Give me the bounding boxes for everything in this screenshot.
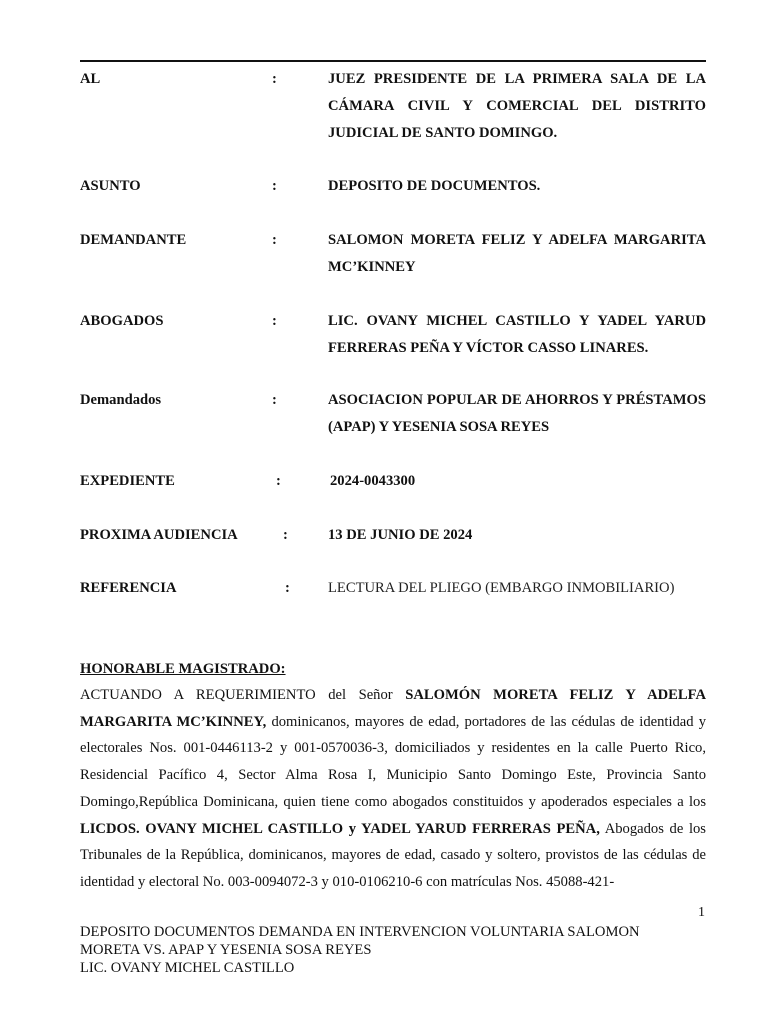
header-label: REFERENCIA: [80, 580, 177, 596]
footer-line: MORETA VS. APAP Y YESENIA SOSA REYES: [80, 942, 372, 958]
header-label: PROXIMA AUDIENCIA: [80, 527, 238, 543]
header-label: ABOGADOS: [80, 313, 164, 329]
footer-line: DEPOSITO DOCUMENTOS DEMANDA EN INTERVENCION VOLUNTARIA SALOMON: [80, 924, 640, 940]
header-colon: :: [272, 71, 277, 87]
header-label: AL: [80, 71, 101, 87]
header-colon: :: [272, 178, 277, 194]
body-paragraph: [80, 682, 706, 896]
body-text: ACTUANDO A REQUERIMIENTO del Señor: [80, 687, 406, 703]
header-value: 13 DE JUNIO DE 2024: [328, 527, 473, 543]
header-label: DEMANDANTE: [80, 232, 187, 248]
header-label: EXPEDIENTE: [80, 473, 175, 489]
body-bold-names: SALOMÓN MORETA FELIZ Y ADELFA MARGARITA MC’KINNEY,: [80, 687, 706, 730]
header-colon: :: [283, 527, 288, 543]
body-bold-lawyers: LICDOS. OVANY MICHEL CASTILLO y YADEL YARUD FERRERAS PEÑA,: [80, 820, 600, 837]
header-label: ASUNTO: [80, 178, 141, 194]
header-value: JUEZ PRESIDENTE DE LA PRIMERA SALA DE LA CÁMARA CIVIL Y COMERCIAL DEL DISTRITO JUDICIAL DE SANTO DOMINGO.: [328, 71, 706, 141]
body-text: dominicanos, mayores de edad, portadores de las cédulas de identidad y electorales Nos. 001-0446113-2 y 001-0570036-3, domiciliados y residentes en la calle Puerto Rico, Residencial Pacífico 4, Sector Alma Rosa I, Municipio Santo Domingo Este, Provincia Santo Domingo,República Dominicana, quien tiene como abogados constituidos y apoderados especiales a los: [80, 713, 706, 810]
top-rule: [80, 60, 706, 62]
page-footer: [80, 923, 700, 977]
header-colon: :: [272, 313, 277, 329]
header-value: 2024-0043300: [330, 473, 416, 489]
header-value: DEPOSITO DE DOCUMENTOS.: [328, 178, 541, 194]
greeting: HONORABLE MAGISTRADO:: [80, 661, 286, 677]
header-value: SALOMON MORETA FELIZ Y ADELFA MARGARITA MC’KINNEY: [328, 232, 706, 275]
header-value: LECTURA DEL PLIEGO (EMBARGO INMOBILIARIO): [328, 580, 675, 596]
header-value: LIC. OVANY MICHEL CASTILLO Y YADEL YARUD FERRERAS PEÑA Y VÍCTOR CASSO LINARES.: [328, 313, 706, 356]
header-colon: :: [276, 473, 281, 489]
header-label: Demandados: [80, 392, 162, 408]
header-value: ASOCIACION POPULAR DE AHORROS Y PRÉSTAMOS (APAP) Y YESENIA SOSA REYES: [328, 392, 706, 435]
footer-line: LIC. OVANY MICHEL CASTILLO: [80, 960, 295, 976]
header-colon: :: [272, 232, 277, 248]
page-number: 1: [698, 905, 705, 920]
header-colon: :: [285, 580, 290, 596]
body-text: Abogados de los Tribunales de la República, dominicanos, mayores de edad, casado y soltero, provistos de las cédulas de identidad y electoral No. 003-0094072-3 y 010-0106210-6 con matrículas Nos. 45088-421-: [80, 820, 706, 890]
header-colon: :: [272, 392, 277, 408]
